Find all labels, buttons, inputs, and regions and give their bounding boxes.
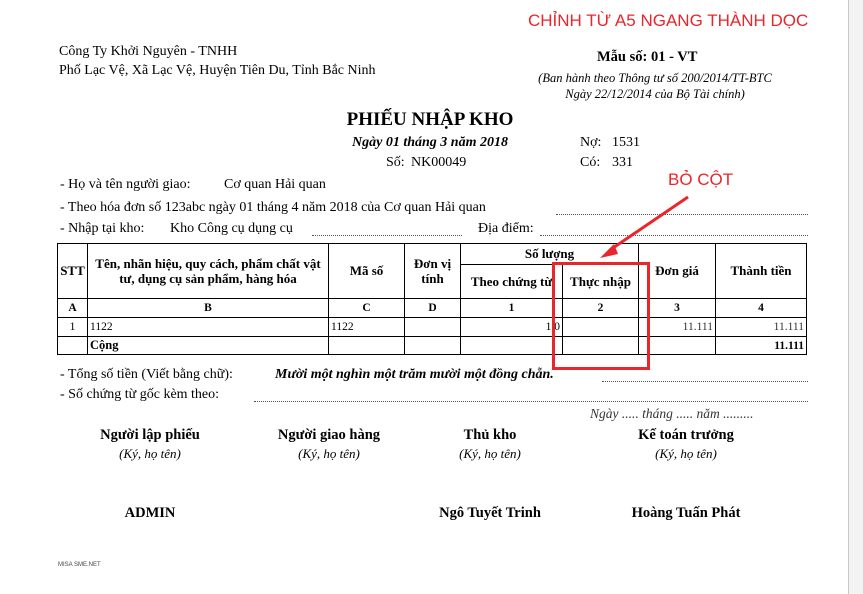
company-name: Công Ty Khởi Nguyên - TNHH	[59, 44, 238, 59]
sign-date-placeholder: Ngày ..... tháng ..... năm .........	[590, 406, 754, 421]
row-qty-per-document: 1,0	[461, 318, 563, 337]
header-quantity: Số lượng	[461, 244, 639, 265]
voucher-number: NK00049	[411, 155, 467, 170]
column-letter: B	[88, 299, 329, 318]
circular-line-1: (Ban hành theo Thông tư số 200/2014/TT-BTC	[538, 71, 772, 85]
column-letter: 1	[461, 299, 563, 318]
header-unit: Đơn vị tính	[405, 244, 461, 299]
signature-name: Ngô Tuyết Trinh	[439, 505, 541, 521]
column-letter: A	[58, 299, 88, 318]
column-annotation-note: BỎ CỘT	[668, 170, 734, 189]
attached-docs-label: - Số chứng từ gốc kèm theo:	[60, 387, 220, 402]
row-unit-price: 11.111	[639, 318, 716, 337]
document-title: PHIẾU NHẬP KHO	[346, 109, 514, 130]
software-footer: MISA SME.NET	[58, 562, 101, 568]
words-dotted-line	[602, 381, 808, 382]
signature-name: ADMIN	[124, 505, 176, 521]
location-label: Địa điểm:	[478, 221, 534, 236]
header-code: Mã số	[329, 244, 405, 299]
deliverer-name: Cơ quan Hải quan	[224, 177, 326, 192]
voucher-number-label: Số:	[386, 155, 405, 170]
header-qty-per-document: Theo chứng từ	[461, 265, 563, 299]
row-item-name: 1122	[88, 318, 329, 337]
form-number: Mẫu số: 01 - VT	[597, 49, 698, 65]
header-qty-actual: Thực nhập	[563, 265, 639, 299]
warehouse-name: Kho Công cụ dụng cụ	[170, 221, 293, 236]
debit-label: Nợ:	[580, 135, 602, 150]
signature-hint: (Ký, họ tên)	[459, 446, 521, 461]
company-address: Phố Lạc Vệ, Xã Lạc Vệ, Huyện Tiên Du, Tỉnh Bắc Ninh	[59, 63, 376, 78]
total-in-words: Mười một nghìn một trăm mười một đồng chẵn.	[275, 367, 554, 382]
signature-title: Người lập phiếu	[100, 427, 200, 443]
signature-hint: (Ký, họ tên)	[655, 446, 717, 461]
column-letter: 2	[563, 299, 639, 318]
attached-dotted-line	[254, 401, 808, 402]
signature-name: Hoàng Tuấn Phát	[631, 505, 741, 521]
total-label: Cộng	[88, 337, 329, 355]
deliverer-label: - Họ và tên người giao:	[60, 177, 191, 192]
signature-hint: (Ký, họ tên)	[119, 446, 181, 461]
column-letter: D	[405, 299, 461, 318]
header-stt: STT	[58, 244, 88, 299]
credit-label: Có:	[580, 155, 601, 170]
top-annotation-note: CHỈNH TỪ A5 NGANG THÀNH DỌC	[528, 11, 809, 30]
row-amount: 11.111	[716, 318, 807, 337]
column-letter: C	[329, 299, 405, 318]
header-amount: Thành tiền	[716, 244, 807, 299]
row-code: 1122	[329, 318, 405, 337]
header-unit-price: Đơn giá	[639, 244, 716, 299]
total-amount: 11.111	[716, 337, 807, 355]
signature-hint: (Ký, họ tên)	[298, 446, 360, 461]
header-item-name: Tên, nhãn hiệu, quy cách, phẩm chất vật tư, dụng cụ sản phẩm, hàng hóa	[88, 244, 329, 299]
credit-account: 331	[612, 155, 633, 170]
window-scroll-strip[interactable]	[849, 0, 863, 594]
total-in-words-label: - Tổng số tiền (Viết bằng chữ):	[60, 367, 233, 382]
warehouse-label: - Nhập tại kho:	[60, 221, 145, 236]
signature-title: Người giao hàng	[277, 427, 381, 443]
row-stt: 1	[58, 318, 88, 337]
column-letter: 3	[639, 299, 716, 318]
debit-account: 1531	[612, 135, 640, 150]
circular-line-2: Ngày 22/12/2014 của Bộ Tài chính)	[565, 87, 745, 101]
signature-title: Thủ kho	[463, 427, 517, 443]
column-letter: 4	[716, 299, 807, 318]
signature-title: Kế toán trưởng	[638, 427, 734, 443]
invoice-line: - Theo hóa đơn số 123abc ngày 01 tháng 4 năm 2018 của Cơ quan Hải quan	[60, 200, 486, 215]
voucher-date: Ngày 01 tháng 3 năm 2018	[352, 135, 508, 150]
